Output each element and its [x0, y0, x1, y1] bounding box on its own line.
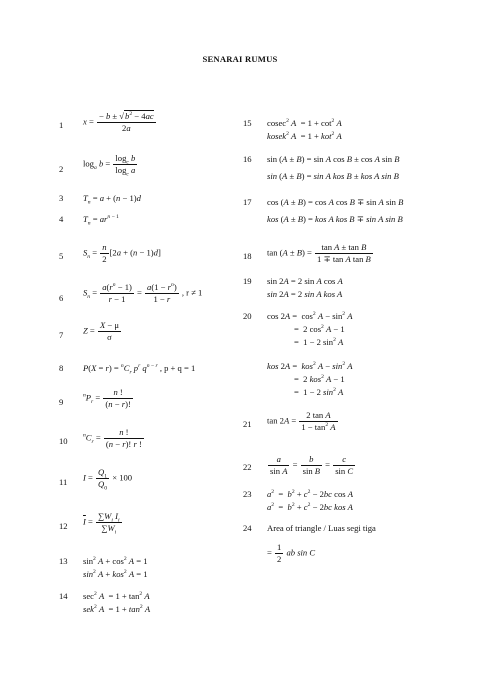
- formula-22: 22 $\frac{a}{\text{sin A}}$ = $\frac{b}{\text{sin B}}$ = $\frac{c}{\text{sin C}}$: [243, 454, 354, 476]
- formula-number: 13: [59, 556, 68, 566]
- formula-16: 16 sin (A ± B) = sin A cos B ± cos A sin B sin (A ± B) = sin A kos B ± kos A sin B: [243, 154, 400, 181]
- formula-number: 8: [59, 363, 64, 373]
- formula-9: 9 $^nP_r$ = $\frac{n !}{(n - r)!}$: [59, 387, 131, 409]
- formula-number: 24: [243, 523, 252, 533]
- formula-14: 14 $\sec^2 A = 1 + \tan^2 A$ sek$^2$ $A = 1 + \tan^2 A$: [59, 591, 151, 614]
- formula-20-malay: kos 2A = kos$^2$ $A - \sin^2 A$ = 2 kos$^2$ A − 1 = 1 − 2 $\sin^2 A$: [267, 361, 353, 397]
- formula-21: 21 tan 2A = $\frac{\text{2 tan A}}{1 - \tan^2 A}$: [243, 410, 336, 432]
- formula-number: 16: [243, 154, 252, 164]
- formula-number: 11: [59, 477, 68, 487]
- formula-7: 7 Z = $\frac{X - \mu}{\sigma}$: [59, 320, 119, 342]
- formula-11: 11 I = $\frac{Q_1}{Q_0}$ × 100: [59, 467, 133, 492]
- condition-text: , r ≠ 1: [181, 287, 203, 298]
- formula-number: 22: [243, 462, 252, 472]
- formula-number: 23: [243, 489, 252, 499]
- formula-number: 6: [59, 293, 64, 303]
- formula-number: 3: [59, 193, 64, 203]
- formula-number: 21: [243, 419, 252, 429]
- condition-text: , p + q = 1: [159, 363, 196, 373]
- formula-13: 13 $\sin^2 A + \cos^2 A = 1$ $\sin^2 A + kos^2$ A = 1: [59, 556, 148, 579]
- formula-number: 20: [243, 311, 252, 321]
- formula-number: 17: [243, 197, 252, 207]
- formula-2: 2 $\log_a b$ = $\frac{\log_c b}{\log_c a}$: [59, 153, 136, 178]
- formula-number: 4: [59, 214, 64, 224]
- times-100-text: × 100: [112, 472, 133, 483]
- formula-number: 9: [59, 397, 64, 407]
- formula-number: 12: [59, 521, 68, 531]
- formula-20: 20 $\cos 2A = \cos^2 A - \sin^2 A$ = 2 $\cos^2 A - 1$ = 1 − 2 $\sin^2 A$: [243, 311, 353, 347]
- formula-5: 5 $S_n$ = $\frac{n}{2}$ [2a + (n − 1)d]: [59, 242, 161, 264]
- formula-number: 14: [59, 591, 68, 601]
- formula-number: 18: [243, 251, 252, 261]
- formula-number: 19: [243, 276, 252, 286]
- formula-18: 18 tan (A ± B) = $\frac{\text{tan A ± tan B}}{\text{1 ∓ tan A tan B}}$: [243, 242, 371, 264]
- area-label: Area of triangle / Luas segi tiga: [267, 523, 376, 533]
- page-title: SENARAI RUMUS: [202, 54, 278, 64]
- area-expression: ab sin C: [286, 547, 316, 558]
- formula-17: 17 cos (A ± B) = cos A cos B ∓ sin A sin B kos (A ± B) = kos A kos B ∓ sin A sin B: [243, 197, 404, 224]
- formula-number: 10: [59, 436, 68, 446]
- formula-1: 1 x = $\frac{- b \pm √b^2 - 4ac}{2a}$: [59, 111, 154, 133]
- formula-number: 7: [59, 330, 64, 340]
- formula-number: 5: [59, 251, 64, 261]
- formula-10: 10 $^nC_r$ = $\frac{n !}{(n - r)! r !}$: [59, 427, 142, 449]
- formula-23: 23 $a^2 = b^2 + c^2 - 2bc$ cos A $a^2 = b^2 + c^2 - 2bc$ kos A: [243, 489, 354, 512]
- formula-19: 19 sin 2A = 2 sin A cos A sin 2A = 2 sin A kos A: [243, 276, 343, 299]
- formula-6: 6 $S_n$ = $\frac{a(r^n - 1)}{r - 1}$ = $\frac{a(1 - r^n)}{1 - r}$ , r ≠ 1: [59, 282, 203, 304]
- formula-number: 2: [59, 164, 64, 174]
- formula-number: 15: [243, 118, 252, 128]
- formula-12: 12 $\overline{I}$ = $\frac{\sum W_i I_i}{\sum W_i}$: [59, 511, 120, 536]
- formula-number: 1: [59, 120, 64, 130]
- formula-24: 24 Area of triangle / Luas segi tiga = $\frac{1}{2}$ ab sin C: [243, 523, 376, 564]
- formula-15: 15 cosec$^2$ $A = 1 + \cot^2 A$ kosek$^2$ A = 1 + kot$^2$ A: [243, 118, 342, 141]
